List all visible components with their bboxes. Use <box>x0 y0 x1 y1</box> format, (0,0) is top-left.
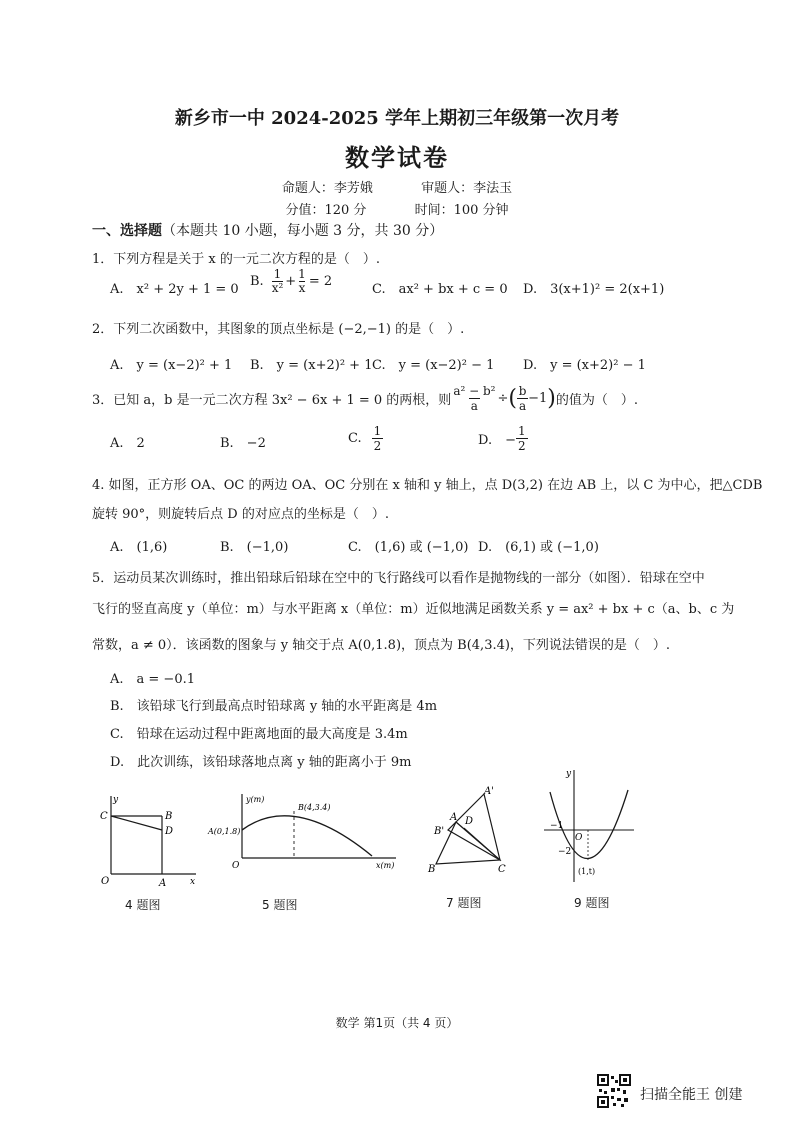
q4-option-d: D. (6,1) 或 (−1,0) <box>478 540 599 555</box>
q5-option-d: D. 此次训练，该铅球落地点离 y 轴的距离小于 9m <box>110 755 412 770</box>
label-y: y <box>566 769 572 779</box>
q4-option-a: A. (1,6) <box>110 540 168 555</box>
segment-cd <box>111 816 162 830</box>
label-a: A <box>159 878 167 888</box>
label-d: D <box>465 816 474 827</box>
q5-option-a: A. a = −0.1 <box>110 672 195 687</box>
author-line <box>0 177 794 196</box>
q4-line1: 4. 如图，正方形 OA、OC 的两边 OA、OC 分别在 x 轴和 y 轴上，点 D(3,2) 在边 AB 上，以 C 为中心，把△CDB <box>92 478 763 493</box>
label-x: x <box>190 877 196 887</box>
q3-option-b: B. −2 <box>220 436 266 451</box>
qr-code-icon <box>597 1074 631 1108</box>
q4-line2: 旋转 90°，则旋转后点 D 的对应点的坐标是（ ）. <box>92 507 389 522</box>
figure-9 <box>536 764 636 888</box>
label-o: O <box>575 833 583 843</box>
q1-option-c: C. ax² + bx + c = 0 <box>372 282 508 297</box>
q5-option-c: C. 铅球在运动过程中距离地面的最大高度是 3.4m <box>110 727 408 742</box>
figure-7-caption: 7 题图 <box>446 896 482 910</box>
label-b-vertex: B(4,3.4) <box>298 803 331 812</box>
figure-7 <box>424 782 524 888</box>
label-o: O <box>232 861 240 871</box>
q5-line3: 常数，a ≠ 0）．该函数的图象与 y 轴交于点 A(0,1.8)，顶点为 B(4,3.4)，下列说法错误的是（ ）. <box>92 638 671 653</box>
label-a-prime: A' <box>484 786 494 797</box>
section-note: （本题共 10 小题，每小题 3 分，共 30 分） <box>162 223 444 239</box>
scanner-watermark: 扫描全能王 创建 <box>640 1087 743 1103</box>
q1-option-d: D. 3(x+1)² = 2(x+1) <box>523 282 665 297</box>
label-y-m: y(m) <box>246 795 265 804</box>
fraction-b-over-a: b a <box>518 384 527 413</box>
q2-option-b: B. y = (x+2)² + 1 <box>250 358 373 373</box>
triangle-abc <box>436 822 500 864</box>
label-o: O <box>101 876 110 887</box>
label-b-prime: B' <box>434 826 445 837</box>
figure-4-caption: 4 题图 <box>125 898 161 912</box>
fraction-a2-b2-over-a: $\frac{\text{a² − b²}}{a}$ <box>453 384 496 413</box>
q1-option-a: A. x² + 2y + 1 = 0 <box>110 282 239 297</box>
label-x-m: x(m) <box>376 861 395 870</box>
section-heading <box>92 220 443 240</box>
q5-option-b: B. 该铅球飞行到最高点时铅球离 y 轴的水平距离是 4m <box>110 699 438 714</box>
label-minus-1: −1 <box>550 821 564 831</box>
label-b: B <box>428 864 436 875</box>
fraction-1-over-x2: 1 x² <box>271 267 284 295</box>
q4-option-b: B. (−1,0) <box>220 540 289 555</box>
q1-stem: 1．下列方程是关于 x 的一元二次方程的是（ ）. <box>92 252 380 267</box>
page-footer: 数学 第1页（共 4 页） <box>335 1016 459 1030</box>
segment-ac <box>456 822 500 860</box>
q4-option-c: C. (1,6) 或 (−1,0) <box>348 540 469 555</box>
q3-option-a: A. 2 <box>110 436 145 451</box>
score-time-line <box>0 199 794 218</box>
figure-4 <box>96 788 206 888</box>
exam-subject-title: 数学试卷 <box>345 143 449 172</box>
parabola-path <box>242 816 372 856</box>
q2-option-d: D. y = (x+2)² − 1 <box>523 358 646 373</box>
fraction-1-over-x: $\frac{1}{x}$ <box>298 267 306 295</box>
q3-stem: 3．已知 a，b 是一元二次方程 3x² − 6x + 1 = 0 的两根，则 $\frac{\text{a² − b²}}{a}$ ÷ ( b a −1 ) 的值为（ ）. <box>92 384 639 413</box>
label-a: A <box>450 812 458 823</box>
q5-line1: 5．运动员某次训练时，推出铅球后铅球在空中的飞行路线可以看作是抛物线的一部分（如图）．铅球在空中 <box>92 571 705 586</box>
fraction-1-over-2: 1 2 <box>373 424 382 453</box>
section-title: 一、选择题 <box>92 223 162 239</box>
exam-title: 新乡市一中 2024-2025 学年上期初三年级第一次月考 <box>174 108 620 129</box>
triangle-rotated <box>448 794 500 860</box>
label-d: D <box>165 826 174 837</box>
label-b: B <box>165 811 173 822</box>
q1-option-b: B. 1 x² + $\frac{1}{x}$ = 2 <box>250 267 333 295</box>
label-c: C <box>100 811 108 822</box>
q3-option-d: D. − $\frac{1}{2}$ <box>478 424 526 453</box>
score: 分值：120 分 <box>285 203 367 218</box>
author: 命题人：李芳娥 <box>281 181 373 196</box>
q3-option-c: C. 1 2 <box>348 424 382 453</box>
label-y: y <box>113 795 119 805</box>
label-c: C <box>498 864 506 875</box>
figure-5 <box>206 788 406 888</box>
time: 时间：100 分钟 <box>414 203 509 218</box>
figure-5-caption: 5 题图 <box>262 898 298 912</box>
label-minus-2: −2 <box>558 847 572 857</box>
q5-line2: 飞行的竖直高度 y（单位：m）与水平距离 x（单位：m）近似地满足函数关系 y = ax² + bx + c（a、b、c 为 <box>92 602 735 617</box>
q2-option-a: A. y = (x−2)² + 1 <box>110 358 233 373</box>
fraction-1-over-2-neg: $\frac{1}{2}$ <box>518 424 526 453</box>
q2-stem: 2．下列二次函数中，其图象的顶点坐标是 (−2,−1) 的是（ ）. <box>92 322 465 337</box>
q2-option-c: C. y = (x−2)² − 1 <box>372 358 495 373</box>
figure-9-caption: 9 题图 <box>574 896 610 910</box>
label-vertex: (1,t) <box>578 867 596 876</box>
label-a-point: A(0,1.8) <box>208 827 241 836</box>
reviewer: 审题人：李法玉 <box>421 181 513 196</box>
